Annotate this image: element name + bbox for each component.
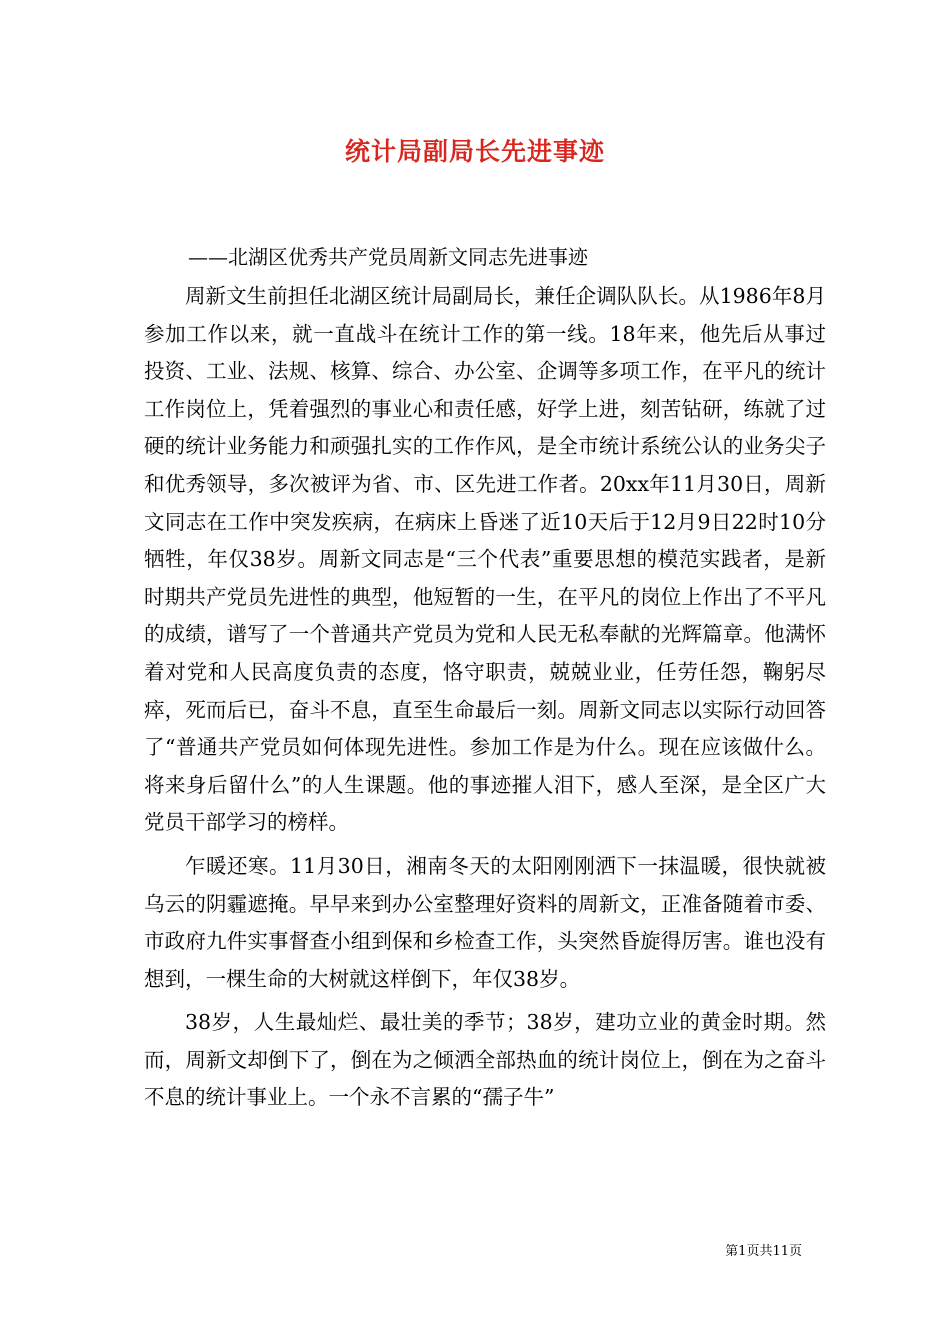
page-number-footer: 第1页共11页 xyxy=(725,1244,802,1259)
paragraph-3: 38岁，人生最灿烂、最壮美的季节；38岁，建功立业的黄金时期。然而，周新文却倒下了，倒在为之倾洒全部热血的统计岗位上，倒在为之奋斗不息的统计事业上。一个永不言累的“孺子牛” xyxy=(144,1010,826,1110)
paragraph-1: 周新文生前担任北湖区统计局副局长，兼任企调队队长。从1986年8月参加工作以来，就一直战斗在统计工作的第一线。18年来，他先后从事过投资、工业、法规、核算、综合、办公室、企调等多项工作，在平凡的统计工作岗位上，凭着强烈的事业心和责任感，好学上进，刻苦钻研，练就了过硬的统计业务能力和顽强扎实的工作作风，是全市统计系统公认的业务尖子和优秀领导，多次被评为省、市、区先进工作者。20xx年11月30日，周新文同志在工作中突发疾病，在病床上昏迷了近10天后于12月9日22时10分牺牲，年仅38岁。周新文同志是“三个代表”重要思想的模范实践者，是新时期共产党员先进性的典型，他短暂的一生，在平凡的岗位上作出了不平凡的成绩，谱写了一个普通共产党员为党和人民无私奉献的光辉篇章。他满怀着对党和人民高度负责的态度，恪守职责，兢兢业业，任劳任怨，鞠躬尽瘁，死而后已，奋斗不息，直至生命最后一刻。周新文同志以实际行动回答了“普通共产党员如何体现先进性。参加工作是为什么。现在应该做什么。将来身后留什么”的人生课题。他的事迹摧人泪下，感人至深，是全区广大党员干部学习的榜样。 xyxy=(144,284,826,835)
page-subtitle: ——北湖区优秀共产党员周新文同志先进事迹 xyxy=(188,245,588,269)
body-text xyxy=(144,278,826,1123)
paragraph-2: 乍暖还寒。11月30日，湘南冬天的太阳刚刚洒下一抹温暖，很快就被乌云的阴霾遮掩。早早来到办公室整理好资料的周新文，正准备随着市委、市政府九件实事督查小组到保和乡检查工作，头突然昏旋得厉害。谁也没有想到，一棵生命的大树就这样倒下，年仅38岁。 xyxy=(144,853,826,991)
page-title: 统计局副局长先进事迹 xyxy=(344,137,605,166)
